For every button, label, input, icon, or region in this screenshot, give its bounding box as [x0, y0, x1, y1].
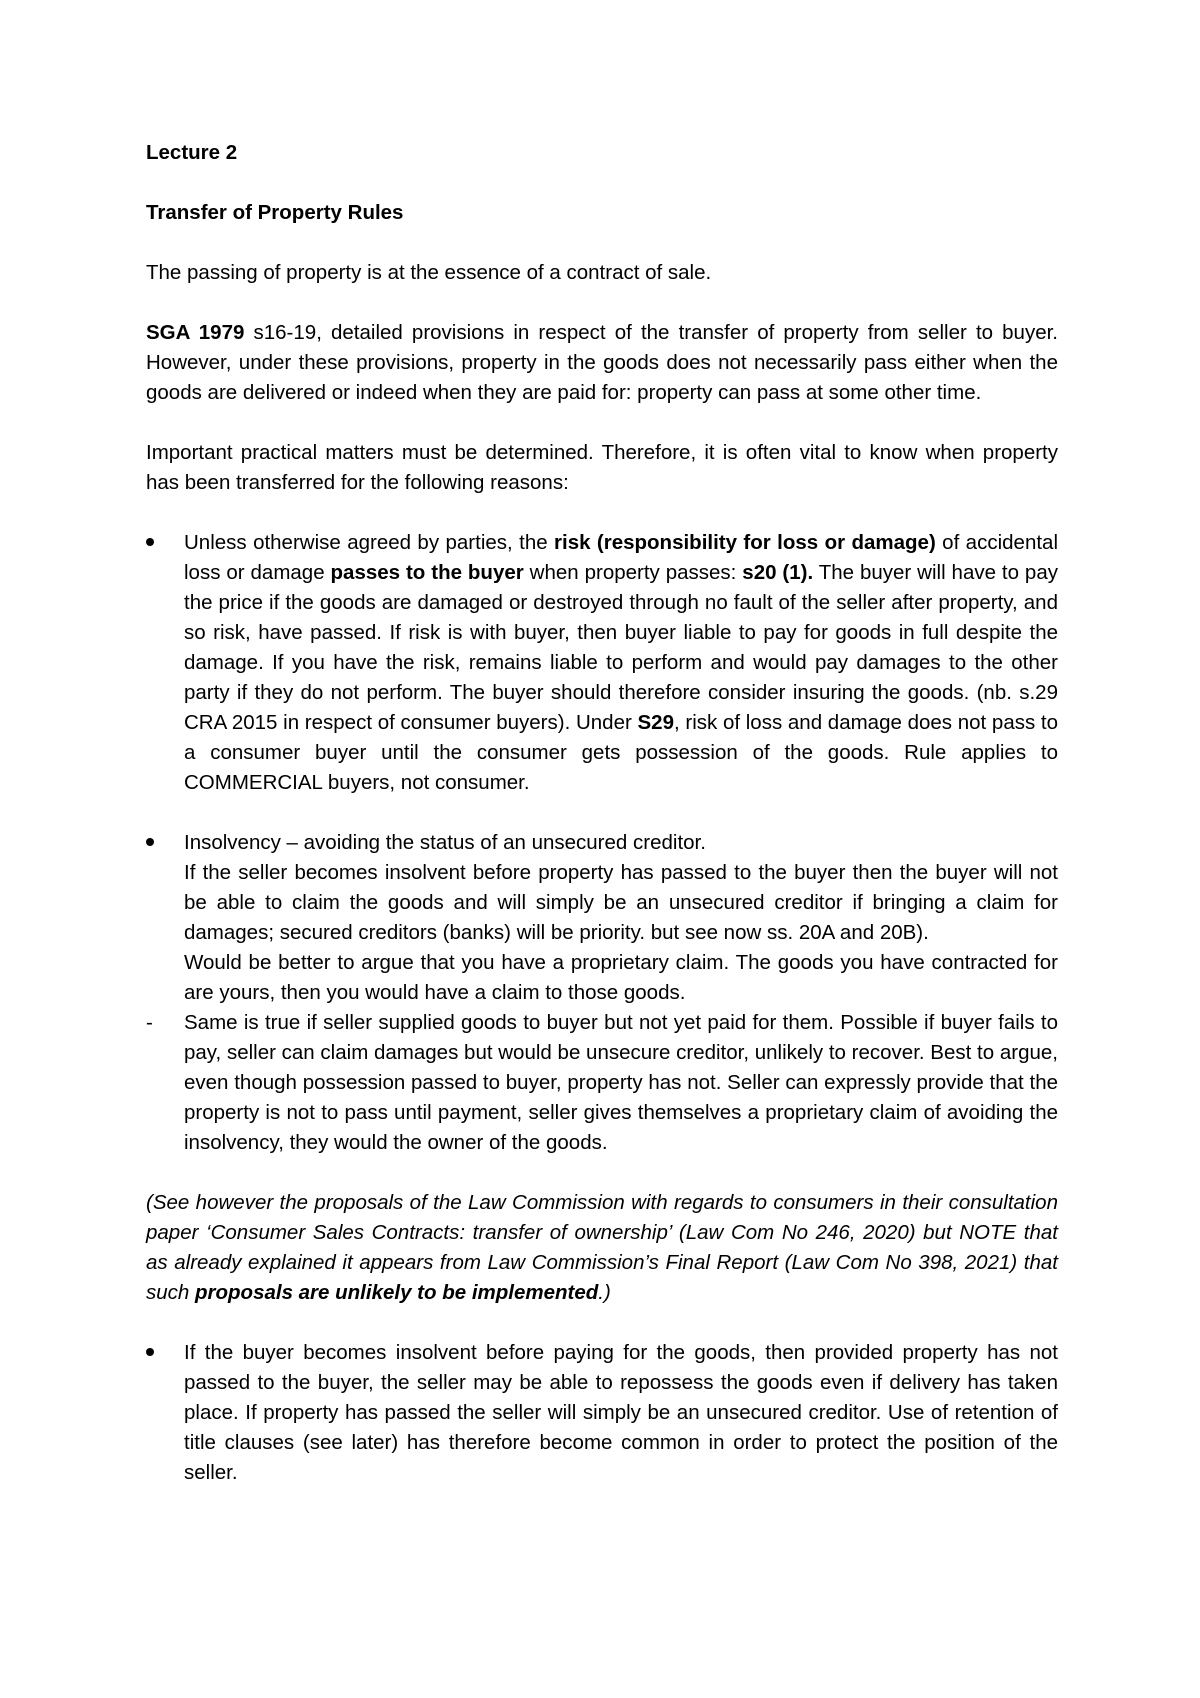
risk-bold-1: risk (responsibility for loss or damage) [554, 531, 936, 554]
list-item-insolvency [146, 828, 1058, 1008]
reasons-list-continued [146, 1338, 1058, 1488]
insolvency-line-1: Insolvency – avoiding the status of an unsecured creditor. [184, 831, 706, 854]
risk-text-3: when property passes: [523, 561, 743, 584]
sga-text: s16-19, detailed provisions in respect of the transfer of property from seller to buyer. However, under these provisions, property in the goods does not necessarily pass either when the goods are delivered or indeed when they are paid for: property can pass at some other time. [146, 321, 1058, 404]
list-item-risk [146, 528, 1058, 798]
sga-reference: SGA 1979 [146, 321, 245, 344]
sga-paragraph [146, 318, 1058, 408]
risk-bold-3: s20 (1). [742, 561, 814, 584]
document-page [146, 138, 1058, 1488]
bullet-icon [146, 1338, 166, 1368]
note-text-2: .) [598, 1281, 611, 1304]
dash-text: Same is true if seller supplied goods to buyer but not yet paid for them. Possible if buyer fails to pay, seller can claim damages but would be unsecure creditor, unlikely to recover. Best to argue, even though possession passed to buyer, property has not. Seller can expressly provide that the property is not to pass until payment, seller gives themselves a proprietary claim of avoiding the insolvency, they would the owner of the goods. [184, 1011, 1058, 1154]
lecture-heading: Lecture 2 [146, 141, 238, 164]
law-commission-note [146, 1188, 1058, 1308]
list-item-buyer-insolvent [146, 1338, 1058, 1488]
risk-bold-2: passes to the buyer [330, 561, 524, 584]
risk-text-4: The buyer will have to pay the price if the goods are damaged or destroyed through no fault of the seller after property, and so risk, have passed. If risk is with buyer, then buyer liable to pay for goods in full despite the damage. If you have the risk, remains liable to perform and would pay damages to the other party if they do not perform. The buyer should therefore consider insuring the goods. (nb. s.29 CRA 2015 in respect of consumer buyers). Under [184, 561, 1058, 734]
insolvency-line-3: Would be better to argue that you have a proprietary claim. The goods you have contracted for are yours, then you would have a claim to those goods. [184, 951, 1058, 1004]
risk-text-2: of accidental loss or damage [184, 531, 1058, 584]
risk-text-1: Unless otherwise agreed by parties, the [184, 531, 555, 554]
buyer-insolvent-text: If the buyer becomes insolvent before paying for the goods, then provided property has not passed to the buyer, the seller may be able to repossess the goods even if delivery has taken place. If property has passed the seller will simply be an unsecured creditor. Use of retention of title clauses (see later) has therefore become common in order to protect the position of the seller. [184, 1341, 1058, 1484]
risk-text-5: , risk of loss and damage does not pass to a consumer buyer until the consumer gets possession of the goods. Rule applies to COMMERCIAL buyers, not consumer. [184, 711, 1059, 794]
bullet-icon [146, 528, 166, 558]
dash-marker: - [146, 1011, 153, 1034]
insolvency-line-2: If the seller becomes insolvent before property has passed to the buyer then the buyer will not be able to claim the goods and will simply be an unsecured creditor if bringing a claim for damages; secured creditors (banks) will be priority. but see now ss. 20A and 20B). [184, 861, 1058, 944]
practical-paragraph: Important practical matters must be determined. Therefore, it is often vital to know when property has been transferred for the following reasons: [146, 441, 1058, 494]
section-title: Transfer of Property Rules [146, 201, 404, 224]
list-item-dash [146, 1008, 1058, 1158]
note-text-1: (See however the proposals of the Law Commission with regards to consumers in their consultation paper ‘Consumer Sales Contracts: transfer of ownership’ (Law Com No 246, 2020) but NOTE that as already explained it appears from Law Commission’s Final Report (Law Com No 398, 2021) that such [146, 1191, 1058, 1304]
bullet-icon [146, 828, 166, 858]
intro-paragraph: The passing of property is at the essence of a contract of sale. [146, 261, 712, 284]
risk-bold-4: S29 [637, 711, 674, 734]
note-bold: proposals are unlikely to be implemented [195, 1281, 599, 1304]
reasons-list [146, 528, 1058, 1158]
